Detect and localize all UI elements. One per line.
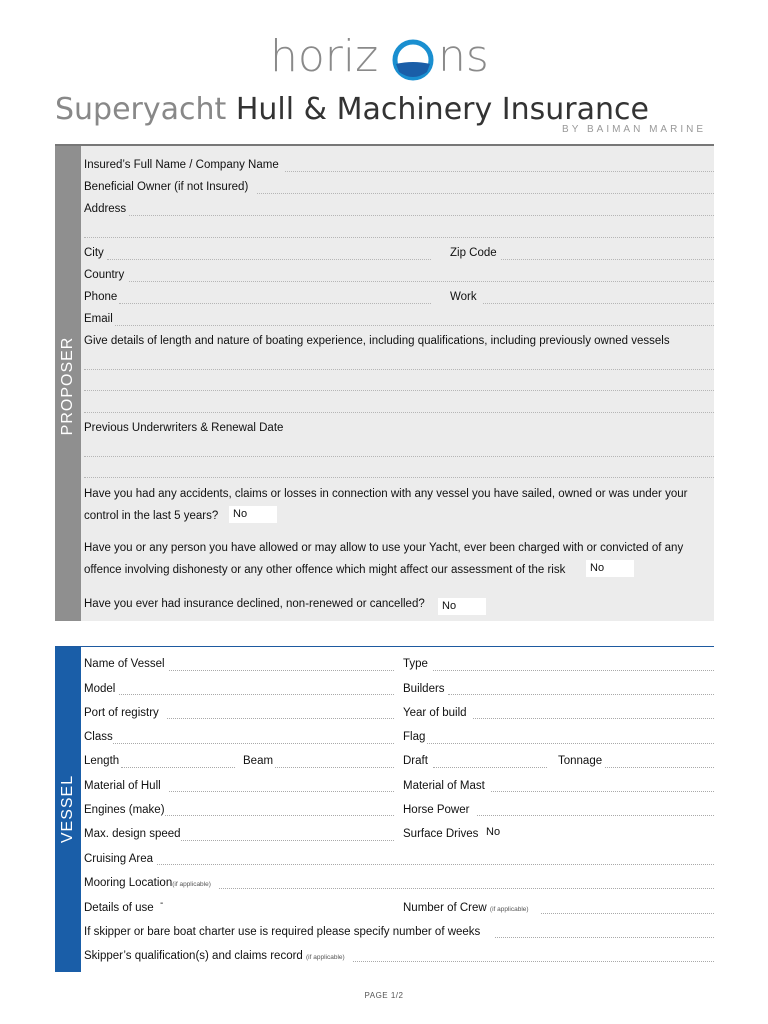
vessel-name-field[interactable] xyxy=(169,670,394,671)
skipper-if-applicable: (if applicable) xyxy=(306,954,345,961)
underwriters-label: Previous Underwriters & Renewal Date xyxy=(84,422,284,434)
page-number: PAGE 1/2 xyxy=(364,991,404,1000)
port-field[interactable] xyxy=(167,718,394,719)
details-use-label: Details of use xyxy=(84,902,154,914)
engines-field[interactable] xyxy=(165,815,394,816)
proposer-section xyxy=(55,144,714,621)
horse-power-label: Horse Power xyxy=(403,804,470,816)
crew-text: Number of Crew xyxy=(403,902,487,914)
hull-material-label: Material of Hull xyxy=(84,780,161,792)
builders-field[interactable] xyxy=(448,694,714,695)
zip-field[interactable] xyxy=(501,259,714,260)
vessel-section xyxy=(55,646,714,972)
work-field[interactable] xyxy=(483,303,714,304)
email-label: Email xyxy=(84,313,113,325)
mast-material-label: Material of Mast xyxy=(403,780,485,792)
experience-field-3[interactable] xyxy=(84,412,714,413)
year-label: Year of build xyxy=(403,707,467,719)
builders-label: Builders xyxy=(403,683,445,695)
year-field[interactable] xyxy=(473,718,714,719)
horse-power-field[interactable] xyxy=(477,815,714,816)
draft-field[interactable] xyxy=(433,767,547,768)
beam-field[interactable] xyxy=(275,767,394,768)
vessel-name-label: Name of Vessel xyxy=(84,658,165,670)
work-label: Work xyxy=(450,291,477,303)
country-label: Country xyxy=(84,269,125,281)
engines-label: Engines (make) xyxy=(84,804,165,816)
logo-text-right: ns xyxy=(438,31,489,82)
city-label: City xyxy=(84,247,104,259)
beneficial-owner-label: Beneficial Owner (if not Insured) xyxy=(84,181,249,193)
country-field[interactable] xyxy=(129,281,714,282)
phone-label: Phone xyxy=(84,291,118,303)
hull-material-field[interactable] xyxy=(169,791,394,792)
charged-question-line1: Have you or any person you have allowed or may allow to use your Yacht, ever been charged with or convicted of any xyxy=(84,542,684,554)
draft-label: Draft xyxy=(403,755,428,767)
model-label: Model xyxy=(84,683,116,695)
max-speed-field[interactable] xyxy=(181,840,394,841)
beneficial-owner-field[interactable] xyxy=(257,193,714,194)
underwriters-field-1[interactable] xyxy=(84,456,714,457)
email-field[interactable] xyxy=(115,325,714,326)
flag-label: Flag xyxy=(403,731,426,743)
experience-field-2[interactable] xyxy=(84,390,714,391)
accidents-question-line1: Have you had any accidents, claims or losses in connection with any vessel you have sailed, owned or was under your xyxy=(84,488,688,500)
vessel-side-tab xyxy=(55,647,81,972)
accidents-question-line2: control in the last 5 years? xyxy=(84,510,219,522)
port-label: Port of registry xyxy=(84,707,159,719)
logo-text-left: horiz xyxy=(270,31,379,82)
surface-drives-answer[interactable]: No xyxy=(486,826,501,838)
charter-weeks-label: If skipper or bare boat charter use is required please specify number of weeks xyxy=(84,926,481,938)
details-use-value[interactable]: - xyxy=(160,898,164,909)
byline: BY BAIMAN MARINE xyxy=(562,124,706,135)
crew-field[interactable] xyxy=(541,913,714,914)
crew-label xyxy=(403,900,529,918)
class-label: Class xyxy=(84,731,113,743)
address-field-1[interactable] xyxy=(129,215,714,216)
accidents-answer-box[interactable]: No xyxy=(229,506,277,523)
charged-answer-box[interactable]: No xyxy=(586,560,634,577)
vessel-type-field[interactable] xyxy=(433,670,714,671)
experience-field-1[interactable] xyxy=(84,369,714,370)
horizons-logo xyxy=(270,32,510,82)
insured-name-label: Insured’s Full Name / Company Name xyxy=(84,159,279,171)
tonnage-label: Tonnage xyxy=(558,755,603,767)
phone-field[interactable] xyxy=(119,303,431,304)
mast-material-field[interactable] xyxy=(491,791,714,792)
surface-drives-label: Surface Drives xyxy=(403,828,479,840)
beam-label: Beam xyxy=(243,755,274,767)
vessel-type-label: Type xyxy=(403,658,428,670)
proposer-side-label: PROPOSER xyxy=(59,336,76,436)
charged-question-line2: offence involving dishonesty or any other offence which might affect our assessment of the risk xyxy=(84,564,566,576)
cruising-area-label: Cruising Area xyxy=(84,853,154,865)
crew-if-applicable: (if applicable) xyxy=(489,906,529,913)
address-label: Address xyxy=(84,203,127,215)
underwriters-field-2[interactable] xyxy=(84,477,714,478)
mooring-if-applicable: (if applicable) xyxy=(172,881,211,888)
flag-field[interactable] xyxy=(427,743,714,744)
declined-answer-box[interactable]: No xyxy=(438,598,486,615)
title-dark: Hull & Machinery Insurance xyxy=(235,92,649,127)
zip-label: Zip Code xyxy=(450,247,497,259)
length-field[interactable] xyxy=(121,767,235,768)
proposer-side-tab xyxy=(55,146,81,621)
address-field-2[interactable] xyxy=(84,237,714,238)
max-speed-label: Max. design speed xyxy=(84,828,181,840)
tonnage-field[interactable] xyxy=(605,767,714,768)
skipper-qualifications-field[interactable] xyxy=(353,961,714,962)
charter-weeks-field[interactable] xyxy=(495,937,714,938)
city-field[interactable] xyxy=(107,259,431,260)
cruising-area-field[interactable] xyxy=(157,864,714,865)
declined-question: Have you ever had insurance declined, non-renewed or cancelled? xyxy=(84,598,425,610)
mooring-location-field[interactable] xyxy=(219,888,714,889)
page-title xyxy=(55,90,649,130)
skipper-qualifications-label xyxy=(84,948,345,966)
vessel-side-label: VESSEL xyxy=(59,774,76,844)
experience-label: Give details of length and nature of boating experience, including qualifications, including previously owned vessels xyxy=(84,335,670,347)
model-field[interactable] xyxy=(119,694,394,695)
class-field[interactable] xyxy=(113,743,394,744)
insured-name-field[interactable] xyxy=(285,171,714,172)
mooring-location-label xyxy=(84,875,211,893)
length-label: Length xyxy=(84,755,120,767)
title-light: Superyacht xyxy=(55,92,227,127)
logo-o-icon xyxy=(391,38,435,82)
mooring-location-text: Mooring Location xyxy=(84,877,173,889)
skipper-text: Skipper’s qualification(s) and claims record xyxy=(84,950,303,962)
